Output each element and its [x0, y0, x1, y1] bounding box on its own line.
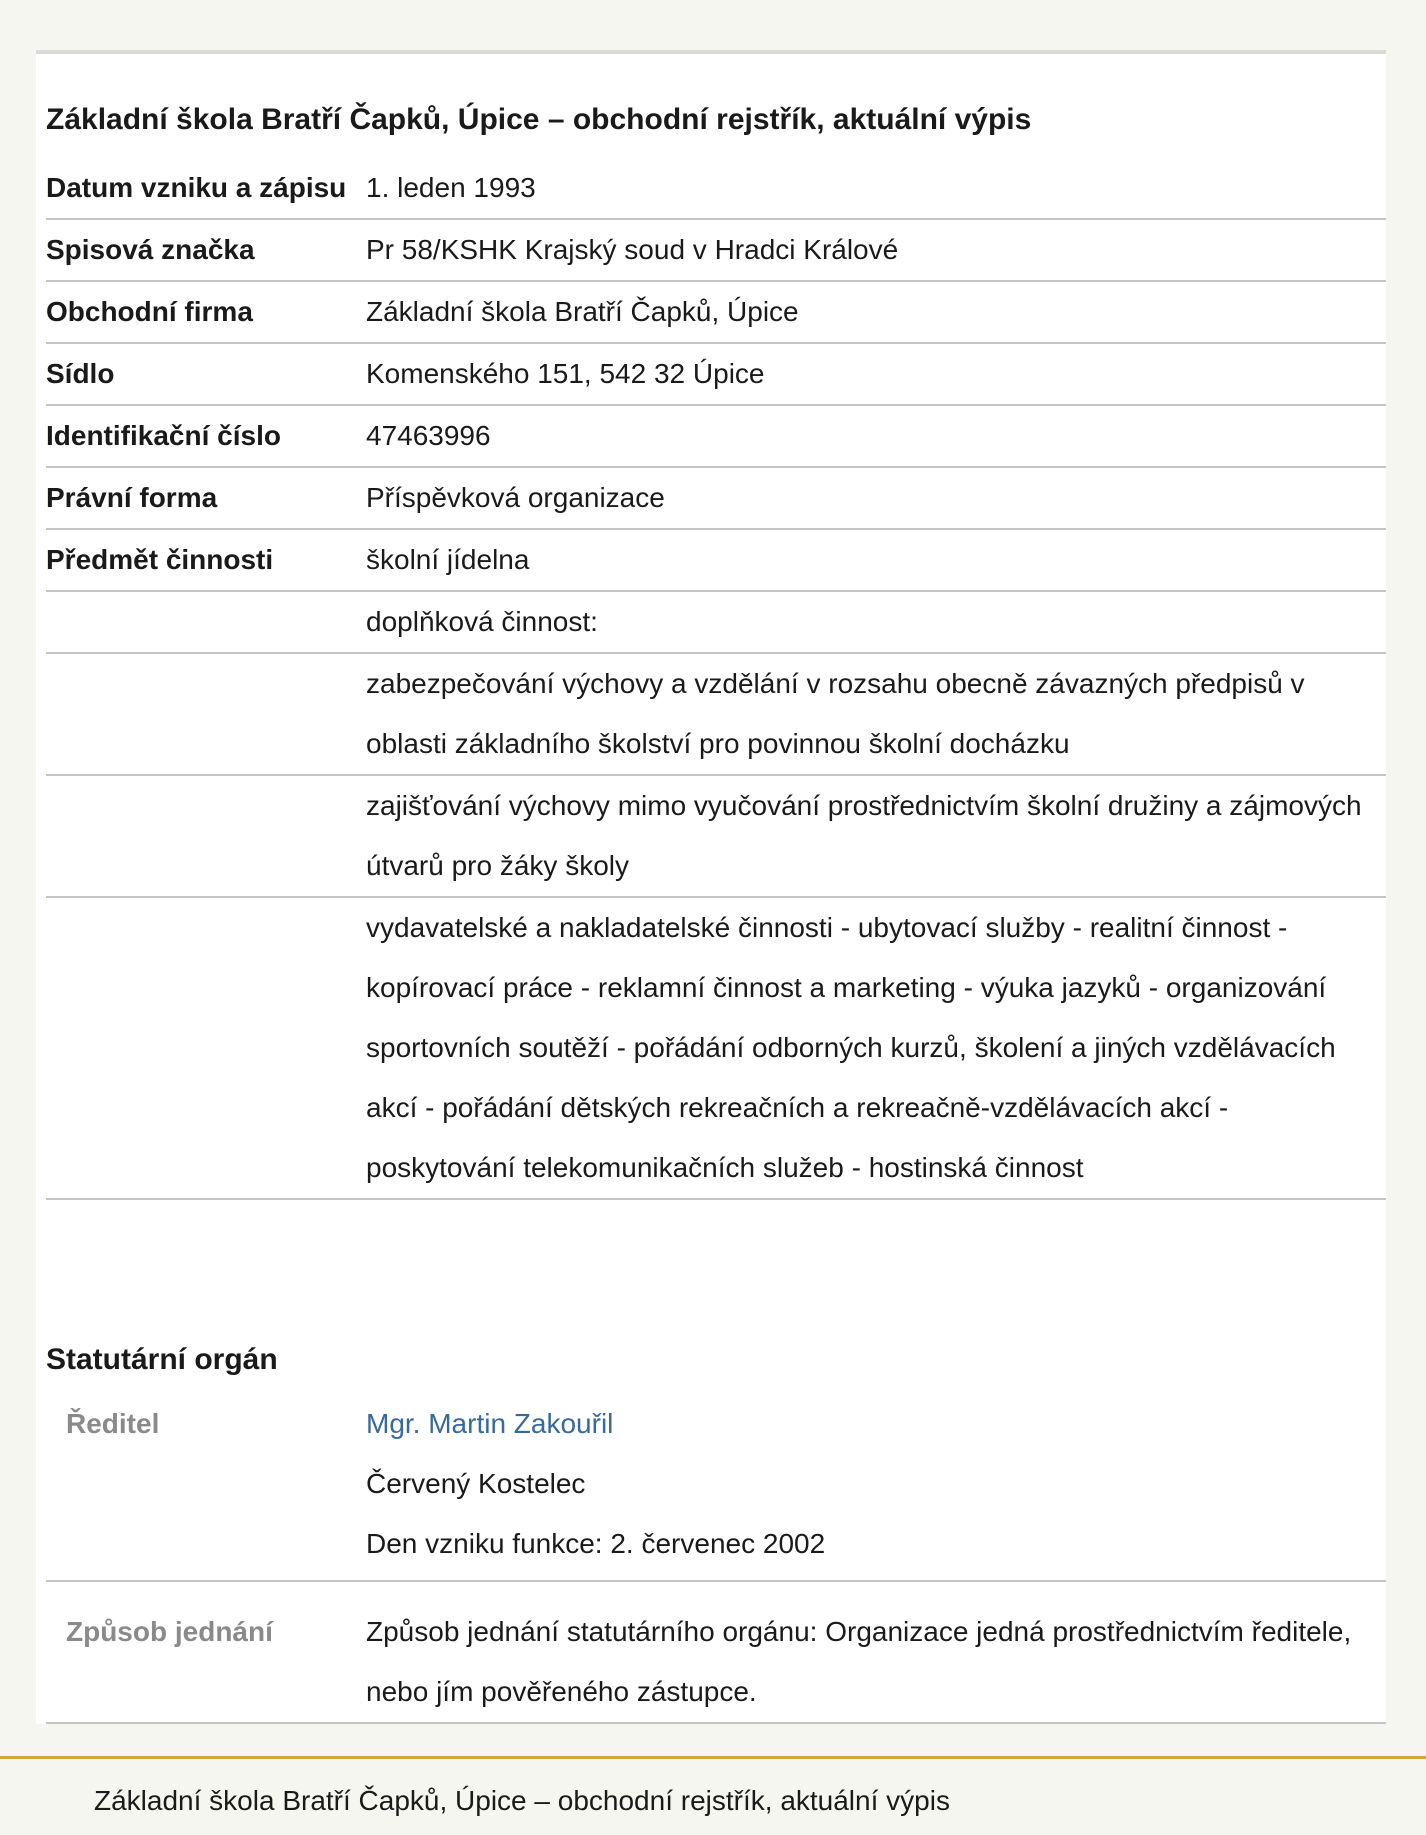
registry-table: [46, 158, 1386, 1200]
table-row: [46, 405, 1386, 467]
row-label: [46, 897, 366, 1199]
row-value: 47463996: [366, 405, 1386, 467]
director-row: [46, 1394, 1386, 1581]
row-label: [46, 591, 366, 653]
method-label: Způsob jednání: [46, 1581, 366, 1723]
director-name-link[interactable]: Mgr. Martin Zakouřil: [366, 1408, 614, 1439]
table-row: [46, 281, 1386, 343]
row-label: Sídlo: [46, 343, 366, 405]
row-value: 1. leden 1993: [366, 158, 1386, 219]
table-row: [46, 775, 1386, 897]
registry-card: [36, 50, 1386, 1724]
statutory-section-title: Statutární orgán: [46, 1343, 278, 1376]
method-row: [46, 1581, 1386, 1723]
table-row: [46, 653, 1386, 775]
director-label: Ředitel: [46, 1394, 366, 1581]
table-row: [46, 219, 1386, 281]
row-label: Spisová značka: [46, 219, 366, 281]
director-since: Den vzniku funkce: 2. červenec 2002: [366, 1528, 826, 1559]
row-label: Identifikační číslo: [46, 405, 366, 467]
row-value: doplňková činnost:: [366, 591, 1386, 653]
page-title: Základní škola Bratří Čapků, Úpice – obchodní rejstřík, aktuální výpis: [46, 103, 1032, 136]
row-label: Předmět činnosti: [46, 529, 366, 591]
director-details: [366, 1394, 1386, 1581]
director-city: Červený Kostelec: [366, 1468, 586, 1499]
row-value: Komenského 151, 542 32 Úpice: [366, 343, 1386, 405]
statutory-table: [46, 1394, 1386, 1724]
row-label: Datum vzniku a zápisu: [46, 158, 366, 219]
table-row: [46, 467, 1386, 529]
row-value: školní jídelna: [366, 529, 1386, 591]
row-label: [46, 653, 366, 775]
row-value: Základní škola Bratří Čapků, Úpice: [366, 281, 1386, 343]
row-label: Právní forma: [46, 467, 366, 529]
row-value: Pr 58/KSHK Krajský soud v Hradci Králové: [366, 219, 1386, 281]
table-row: [46, 343, 1386, 405]
footer: [0, 1756, 1426, 1835]
table-row: [46, 591, 1386, 653]
row-value: zajišťování výchovy mimo vyučování prostřednictvím školní družiny a zájmových útvarů pro žáky školy: [366, 775, 1386, 897]
table-row: [46, 897, 1386, 1199]
row-value: vydavatelské a nakladatelské činnosti - ubytovací služby - realitní činnost - kopírovací práce - reklamní činnost a marketing - výuka jazyků - organizování sportovních soutěží - pořádání odborných kurzů, školení a jiných vzdělávacích akcí - pořádání dětských rekreačních a rekreačně-vzdělávacích akcí - poskytování telekomunikačních služeb - hostinská činnost: [366, 897, 1386, 1199]
footer-title: Základní škola Bratří Čapků, Úpice – obchodní rejstřík, aktuální výpis: [94, 1785, 950, 1816]
row-value: Příspěvková organizace: [366, 467, 1386, 529]
table-row: [46, 529, 1386, 591]
row-label: Obchodní firma: [46, 281, 366, 343]
row-value: zabezpečování výchovy a vzdělání v rozsahu obecně závazných předpisů v oblasti základního školství pro povinnou školní docházku: [366, 653, 1386, 775]
method-value: Způsob jednání statutárního orgánu: Organizace jedná prostřednictvím ředitele, nebo jím pověřeného zástupce.: [366, 1581, 1386, 1723]
row-label: [46, 775, 366, 897]
table-row: [46, 158, 1386, 219]
